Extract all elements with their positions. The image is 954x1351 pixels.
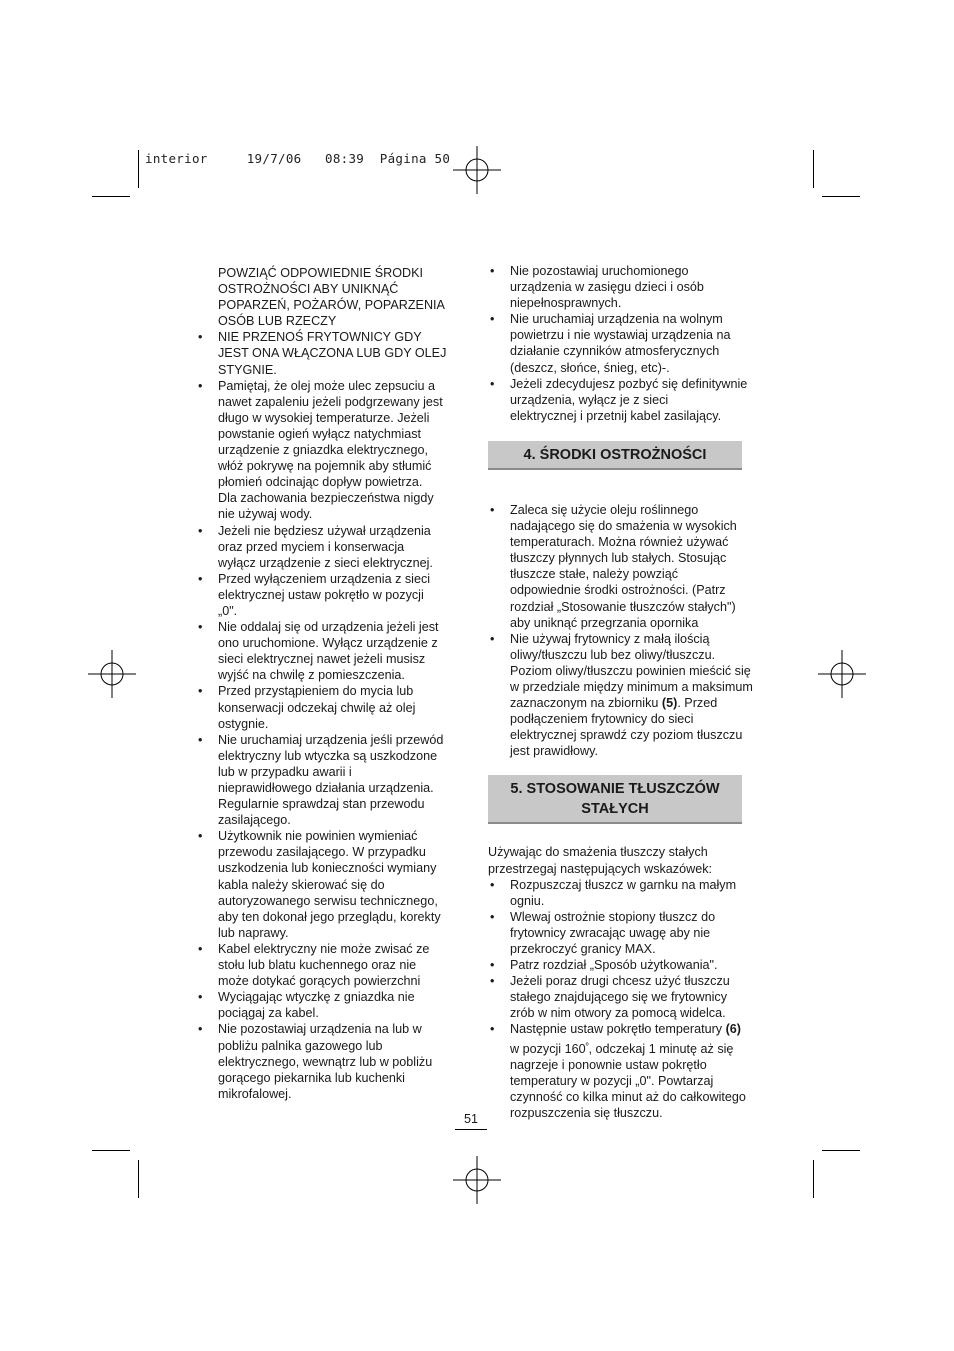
page-number-rule — [455, 1129, 487, 1130]
registration-mark-icon — [453, 1156, 501, 1204]
list-item: • Jeżeli poraz drugi chcesz użyć tłuszczu stałego znajdującego się we frytownicy zrób w nim otwory za pomocą widelca. — [488, 973, 760, 1021]
list-item: • Kabel elektryczny nie może zwisać ze stołu lub blatu kuchennego oraz nie może dotykać gorących powierzchni — [196, 941, 454, 989]
list-item: • Przed przystąpieniem do mycia lub konserwacji odczekaj chwilę aż olej ostygnie. — [196, 683, 454, 731]
list-item: • Jeżeli nie będziesz używał urządzenia oraz przed myciem i konserwacja wyłącz urządzenie z sieci elektrycznej. — [196, 523, 454, 571]
list-item: • Patrz rozdział „Sposób użytkowania". — [488, 957, 760, 973]
registration-mark-icon — [453, 146, 501, 194]
warning-intro: POWZIĄĆ ODPOWIEDNIE ŚRODKI OSTROŻNOŚCI ABY UNIKNĄĆ POPARZEŃ, POŻARÓW, POPARZENIA OSÓB LUB RZECZY — [218, 266, 445, 329]
list-item: • Rozpuszczaj tłuszcz w garnku na małym ogniu. — [488, 877, 760, 909]
list-item: • Pamiętaj, że olej może ulec zepsuciu a nawet zapaleniu jeżeli podgrzewany jest długo w wysokiej temperaturze. Jeżeli powstanie ogień wyłącz natychmiast urządzenie z gniazdka elektrycznego, włóż pokrywę na pojemnik aby stłumić płomień odcinając dopływ powietrza. Dla zachowania bezpieczeństwa nigdy nie używaj wody. — [196, 378, 454, 523]
crop-mark — [813, 150, 814, 188]
list-item: • Nie uruchamiaj urządzenia jeśli przewód elektryczny lub wtyczka są uszkodzone lub w przypadku awarii i nieprawidłowego działania urządzenia. Regularnie sprawdzaj stan przewodu zasilającego. — [196, 732, 454, 829]
list-item: • Następnie ustaw pokrętło temperatury (6) w pozycji $160^º$, odczekaj 1 minutę aż się nagrzeje i ponownie ustaw pokrętło temperatury w pozycji „0". Powtarzaj czynność co kilka minut aż do całkowitego rozpuszczenia się tłuszczu. — [488, 1021, 760, 1121]
crop-mark — [813, 1160, 814, 1198]
page-number: 51 — [463, 1112, 478, 1126]
list-item: • Nie pozostawiaj urządzenia na lub w pobliżu palnika gazowego lub elektrycznego, wewnątrz lub w pobliżu gorącego piekarnika lub kuchenki mikrofalowej. — [196, 1021, 454, 1101]
crop-mark — [822, 196, 860, 197]
crop-mark — [138, 150, 139, 188]
list-item: • NIE PRZENOŚ FRYTOWNICY GDY JEST ONA WŁĄCZONA LUB GDY OLEJ STYGNIE. — [196, 329, 454, 377]
section5-intro: Używając do smażenia tłuszczy stałych przestrzegaj następujących wskazówek: — [488, 845, 712, 876]
left-column — [196, 265, 454, 1102]
print-slug: interior 19/7/06 08:39 Página 50 — [145, 151, 451, 166]
list-item: • Przed wyłączeniem urządzenia z sieci elektrycznej ustaw pokrętło w pozycji „0". — [196, 571, 454, 619]
right-column — [488, 263, 760, 1121]
list-item: • Jeżeli zdecydujesz pozbyć się definitywnie urządzenia, wyłącz je z sieci elektrycznej i przetnij kabel zasilający. — [488, 376, 760, 424]
registration-mark-icon — [818, 650, 866, 698]
list-item: • Użytkownik nie powinien wymieniać przewodu zasilającego. W przypadku uszkodzenia lub konieczności wymiany kabla należy skierować się do autoryzowanego serwisu technicznego, aby ten dokonał jego przeglądu, korekty lub naprawy. — [196, 828, 454, 941]
list-item: • Nie uruchamiaj urządzenia na wolnym powietrzu i nie wystawiaj urządzenia na działanie czynników atmosferycznych (deszcz, słońce, śnieg, etc)-. — [488, 311, 760, 375]
crop-mark — [92, 196, 130, 197]
safety-list-continued — [488, 263, 760, 424]
precautions-list — [488, 502, 760, 760]
list-item: • Nie używaj frytownicy z małą ilością oliwy/tłuszczu lub bez oliwy/tłuszczu. Poziom oliwy/tłuszczu powinien mieścić się w przedziale między minimum a maksimum zaznaczonym na zbiorniku (5). Przed podłączeniem frytownicy do sieci elektrycznej sprawdź czy poziom tłuszczu jest prawidłowy. — [488, 631, 760, 760]
crop-mark — [138, 1160, 139, 1198]
list-item: • Nie oddalaj się od urządzenia jeżeli jest ono uruchomione. Wyłącz urządzenie z sieci elektrycznej nawet jeżeli musisz wyjść na chwilę z pomieszczenia. — [196, 619, 454, 683]
list-item: • Zaleca się użycie oleju roślinnego nadającego się do smażenia w wysokich temperaturach. Można również używać tłuszczy płynnych lub stałych. Stosując tłuszcze stałe, należy powziąć odpowiednie środki ostrożności. (Patrz rozdział „Stosowanie tłuszczów stałych") aby uniknąć przegrzania opornika — [488, 502, 760, 631]
registration-mark-icon — [88, 650, 136, 698]
section-heading-5: 5. STOSOWANIE TŁUSZCZÓW STAŁYCH — [488, 775, 742, 824]
list-item: • Wlewaj ostrożnie stopiony tłuszcz do frytownicy zwracając uwagę aby nie przekroczyć granicy MAX. — [488, 909, 760, 957]
section-heading-4: 4. ŚRODKI OSTROŻNOŚCI — [488, 441, 742, 470]
solid-fat-steps-list — [488, 877, 760, 1122]
list-item: • Wyciągając wtyczkę z gniazdka nie pociągaj za kabel. — [196, 989, 454, 1021]
safety-list — [196, 329, 454, 1102]
list-item: • Nie pozostawiaj uruchomionego urządzenia w zasięgu dzieci i osób niepełnosprawnych. — [488, 263, 760, 311]
crop-mark — [822, 1150, 860, 1151]
crop-mark — [92, 1150, 130, 1151]
